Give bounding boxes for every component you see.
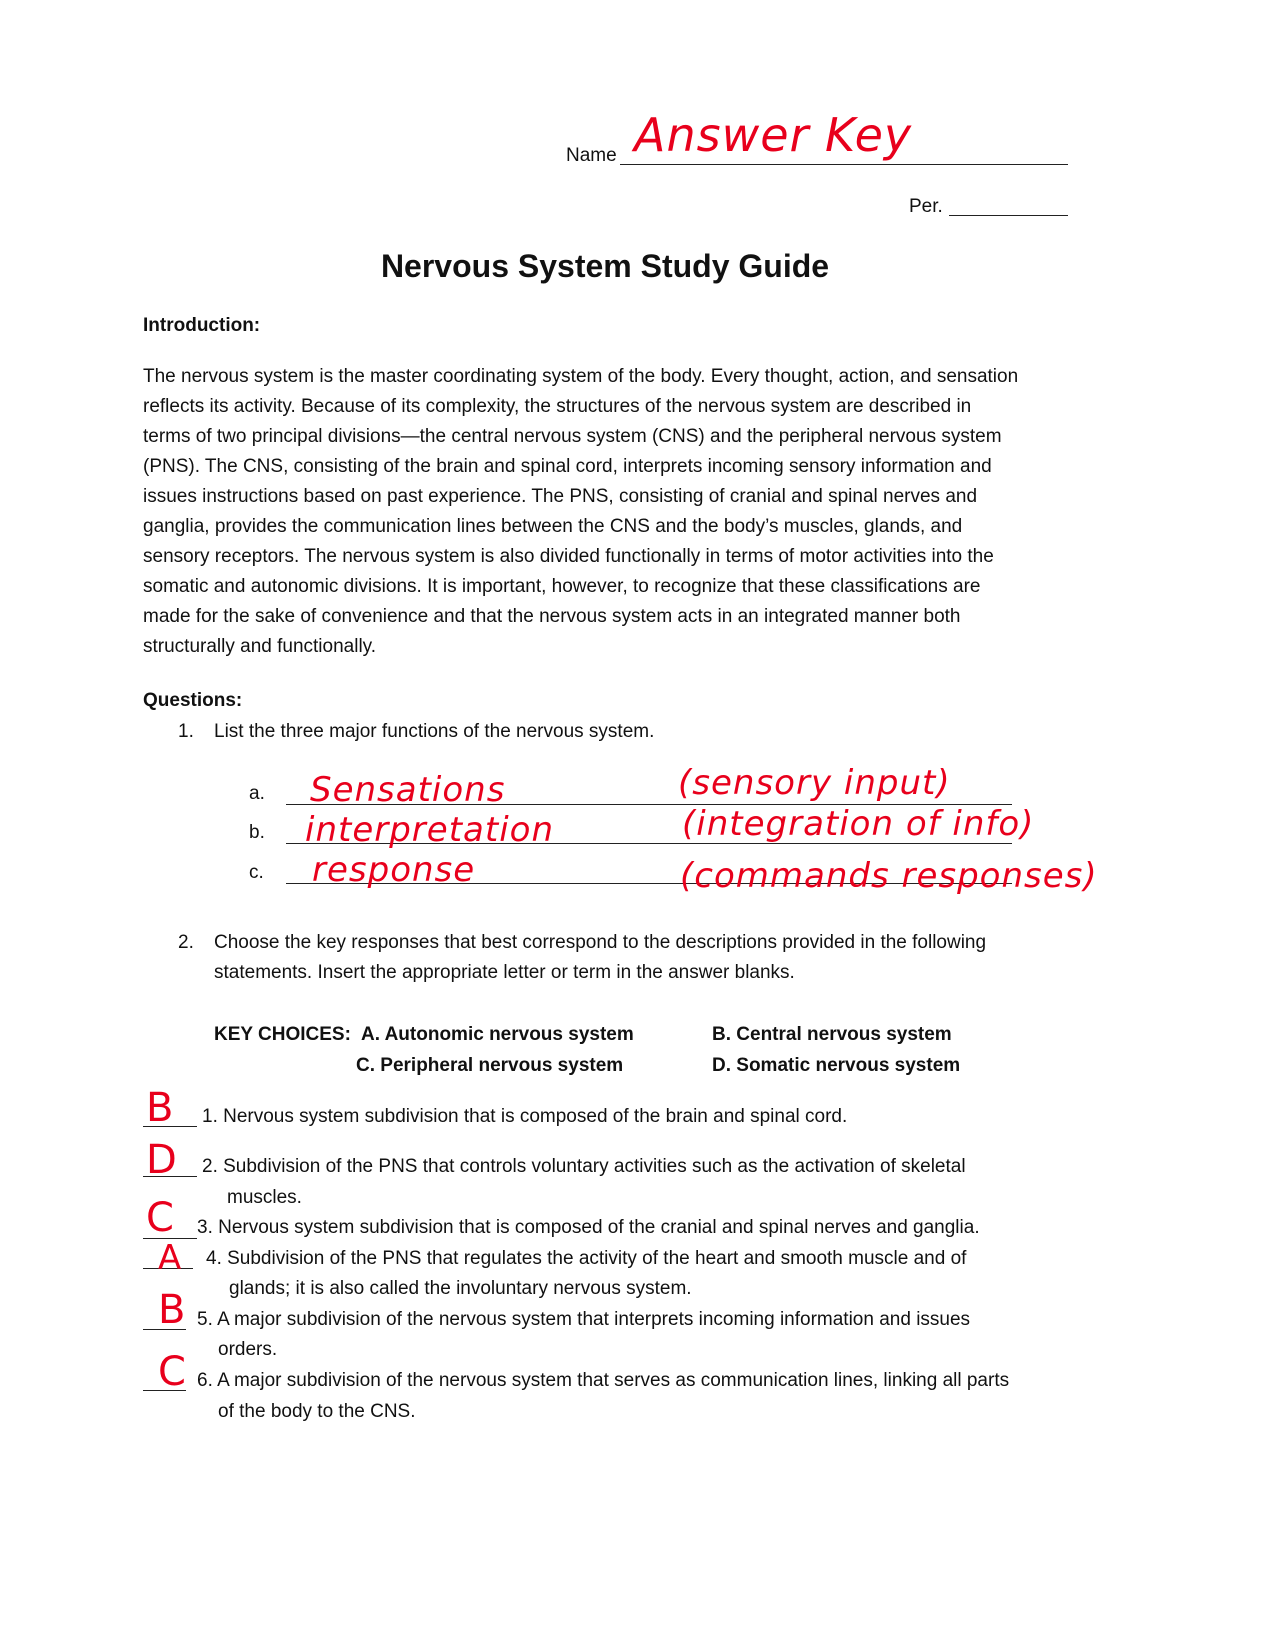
q2-item-text: 6. A major subdivision of the nervous system that serves as communication lines, linking all parts — [197, 1370, 1010, 1391]
key-choice-a: A. Autonomic nervous system — [361, 1024, 634, 1045]
q1-item-answer: Sensations — [310, 770, 506, 810]
intro-line: (PNS). The CNS, consisting of the brain and spinal cord, interprets incoming sensory information and — [143, 456, 992, 477]
q1-item-letter: b. — [249, 822, 265, 843]
q2-item-text-cont: glands; it is also called the involuntary nervous system. — [229, 1278, 692, 1299]
q2-item-text-cont: orders. — [218, 1339, 278, 1360]
q1-text: List the three major functions of the nervous system. — [214, 721, 655, 742]
q1-item-note: (commands responses) — [680, 856, 1098, 896]
q1-item-letter: c. — [249, 862, 264, 883]
intro-line: somatic and autonomic divisions. It is important, however, to recognize that these classifications are — [143, 576, 981, 597]
q1-item-answer: response — [312, 850, 476, 890]
q1-number: 1. — [178, 721, 194, 742]
q1-item-note: (sensory input) — [678, 763, 951, 803]
answer-letter: C — [158, 1349, 186, 1395]
q2-text-line: statements. Insert the appropriate letter or term in the answer blanks. — [214, 962, 795, 983]
q2-number: 2. — [178, 932, 194, 953]
intro-line: ganglia, provides the communication lines between the CNS and the body’s muscles, glands, and — [143, 516, 963, 537]
q2-item-text-cont: muscles. — [227, 1187, 302, 1208]
q2-item-text: 2. Subdivision of the PNS that controls voluntary activities such as the activation of skeletal — [202, 1156, 966, 1177]
intro-line: The nervous system is the master coordinating system of the body. Every thought, action, and sensation — [143, 366, 1019, 387]
intro-line: terms of two principal divisions—the central nervous system (CNS) and the peripheral nervous system — [143, 426, 1002, 447]
name-label: Name — [566, 145, 617, 166]
q2-item-text: 4. Subdivision of the PNS that regulates the activity of the heart and smooth muscle and of — [206, 1248, 967, 1269]
intro-line: reflects its activity. Because of its complexity, the structures of the nervous system are described in — [143, 396, 972, 417]
questions-heading: Questions: — [143, 690, 243, 711]
intro-line: structurally and functionally. — [143, 636, 377, 657]
page-title: Nervous System Study Guide — [380, 248, 830, 284]
per-underline — [949, 215, 1068, 216]
intro-line: made for the sake of convenience and that the nervous system acts in an integrated manner both — [143, 606, 961, 627]
introduction-heading: Introduction: — [143, 315, 261, 336]
answer-letter: D — [146, 1137, 177, 1183]
q1-item-answer: interpretation — [305, 810, 554, 850]
q1-item-note: (integration of info) — [682, 804, 1035, 844]
answer-letter: A — [158, 1238, 182, 1278]
name-underline — [620, 164, 1068, 165]
q2-item-text: 1. Nervous system subdivision that is composed of the brain and spinal cord. — [202, 1106, 848, 1127]
answer-letter: B — [158, 1287, 186, 1333]
q2-item-text: 5. A major subdivision of the nervous system that interprets incoming information and issues — [197, 1309, 971, 1330]
answer-letter: C — [146, 1195, 174, 1241]
q2-item-text-cont: of the body to the CNS. — [218, 1401, 416, 1422]
answer-letter: B — [146, 1085, 174, 1131]
intro-line: sensory receptors. The nervous system is also divided functionally in terms of motor activities into the — [143, 546, 994, 567]
per-label: Per. — [909, 196, 943, 217]
q2-item-text: 3. Nervous system subdivision that is composed of the cranial and spinal nerves and ganglia. — [197, 1217, 980, 1238]
q1-item-letter: a. — [249, 783, 265, 804]
q2-text-line: Choose the key responses that best correspond to the descriptions provided in the following — [214, 932, 987, 953]
key-choices-label: KEY CHOICES: — [214, 1024, 351, 1045]
key-choice-c: C. Peripheral nervous system — [356, 1055, 624, 1076]
introduction-paragraph — [143, 362, 1103, 662]
intro-line: issues instructions based on past experience. The PNS, consisting of cranial and spinal nerves and — [143, 486, 978, 507]
key-choice-b: B. Central nervous system — [712, 1024, 952, 1045]
key-choice-d: D. Somatic nervous system — [712, 1055, 961, 1076]
name-answer-handwriting: Answer Key — [634, 108, 913, 162]
